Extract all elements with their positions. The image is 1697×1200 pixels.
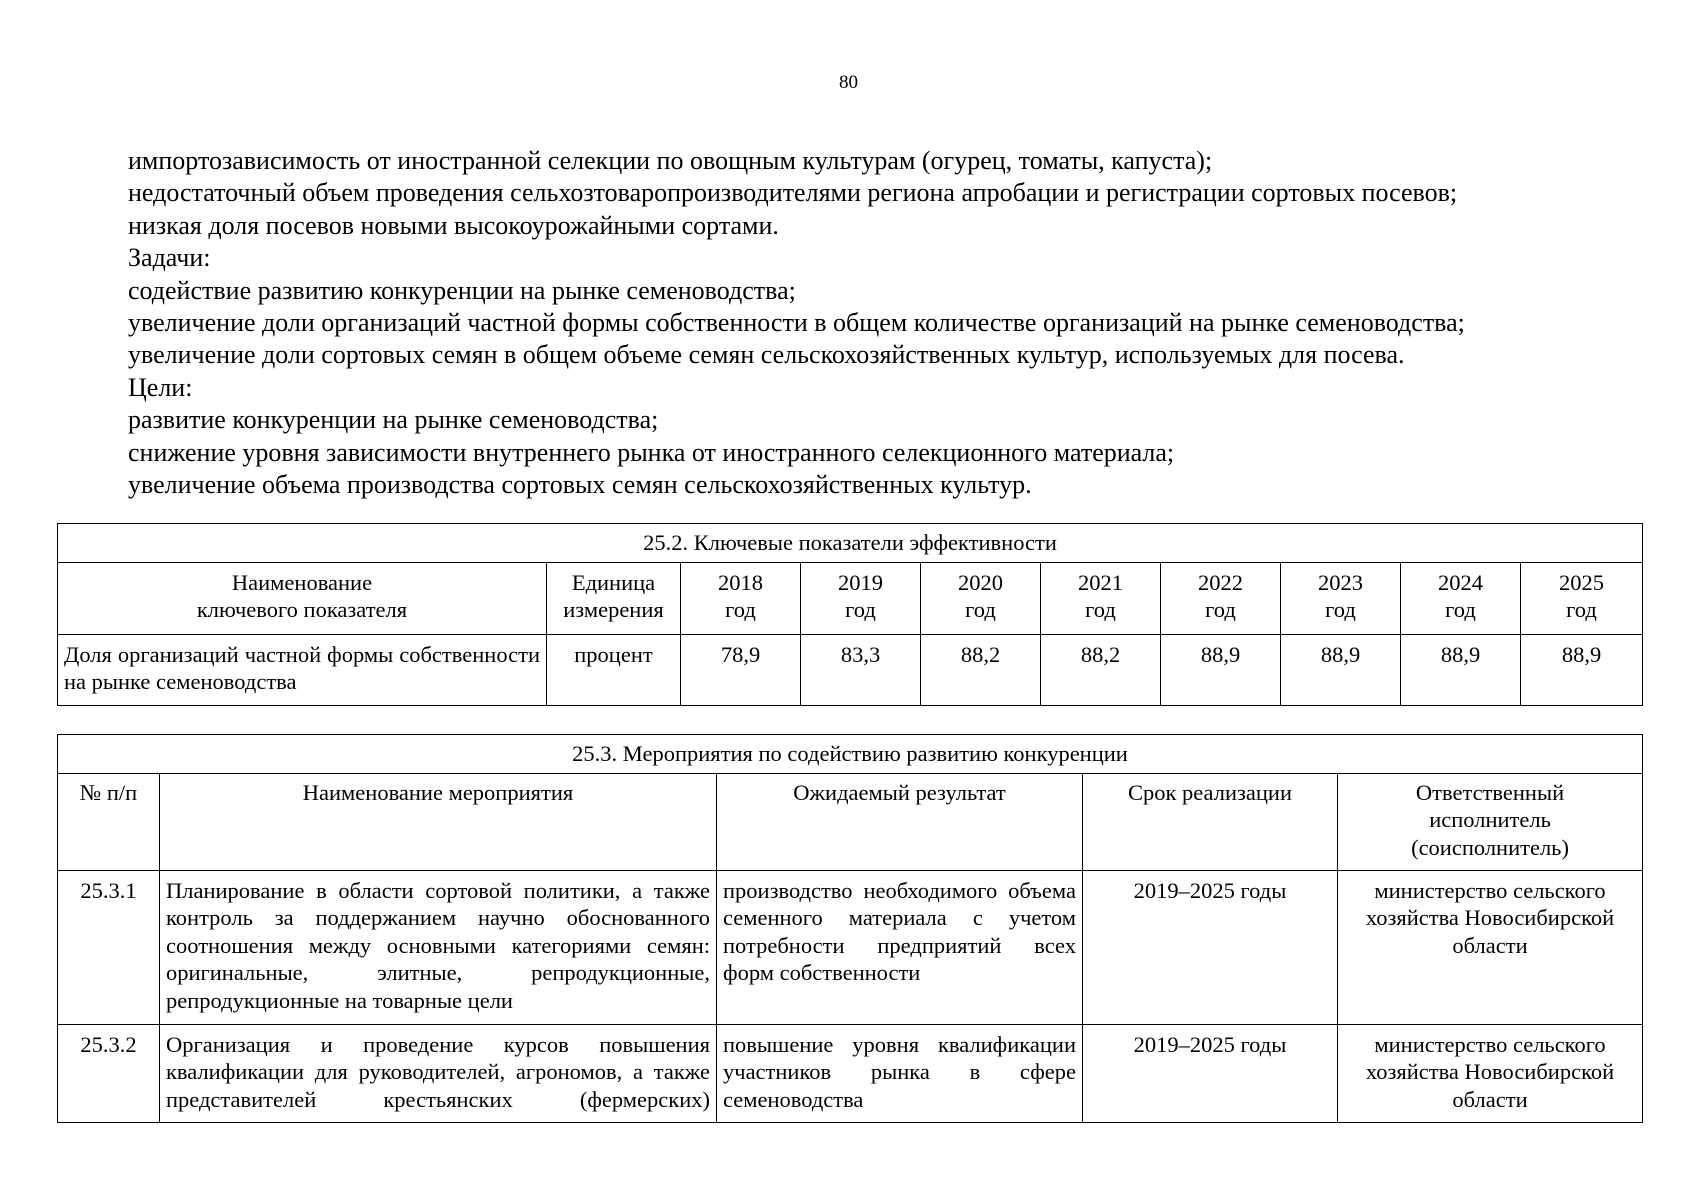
event-number: 25.3.1 — [58, 870, 160, 1024]
kpi-header-year: 2025 год — [1521, 562, 1643, 634]
intro-line: низкая доля посевов новыми высокоурожайными сортами. — [128, 210, 779, 240]
event-responsible: министерство сельского хозяйства Новосибирской области — [1338, 1024, 1643, 1122]
events-table-caption: 25.3. Мероприятия по содействию развитию конкуренции — [58, 735, 1643, 774]
table-row — [58, 870, 1643, 1024]
kpi-value: 88,9 — [1161, 634, 1281, 705]
kpi-value: 88,2 — [1041, 634, 1161, 705]
page-number: 80 — [839, 72, 858, 93]
kpi-header-year: 2023 год — [1281, 562, 1401, 634]
intro-line: увеличение доли организаций частной формы собственности в общем количестве организаций на рынке семеноводства; — [128, 308, 1465, 338]
kpi-table — [57, 523, 1643, 706]
intro-line: увеличение объема производства сортовых семян сельскохозяйственных культур. — [128, 470, 1032, 500]
kpi-header-year: 2022 год — [1161, 562, 1281, 634]
kpi-header-row — [58, 562, 1643, 634]
events-header-term: Срок реализации — [1083, 773, 1338, 870]
intro-line: содействие развитию конкуренции на рынке семеноводства; — [128, 275, 796, 305]
kpi-value: 88,9 — [1401, 634, 1521, 705]
kpi-header-name: Наименование ключевого показателя — [58, 562, 547, 634]
intro-line: Задачи: — [128, 243, 211, 273]
kpi-header-year: 2024 год — [1401, 562, 1521, 634]
kpi-value: 83,3 — [801, 634, 921, 705]
kpi-header-year: 2020 год — [921, 562, 1041, 634]
kpi-header-year: 2018 год — [681, 562, 801, 634]
events-header-responsible: Ответственный исполнитель (соисполнитель) — [1338, 773, 1643, 870]
event-number: 25.3.2 — [58, 1024, 160, 1122]
kpi-value: 88,2 — [921, 634, 1041, 705]
events-table — [57, 734, 1643, 1123]
intro-line: увеличение доли сортовых семян в общем объеме семян сельскохозяйственных культур, используемых для посева. — [128, 340, 1405, 370]
intro-line: Цели: — [128, 372, 193, 402]
kpi-table-caption: 25.2. Ключевые показатели эффективности — [58, 524, 1643, 563]
kpi-header-year: 2019 год — [801, 562, 921, 634]
intro-line: снижение уровня зависимости внутреннего рынка от иностранного селекционного материала; — [128, 437, 1175, 467]
kpi-value: 78,9 — [681, 634, 801, 705]
events-header-result: Ожидаемый результат — [717, 773, 1083, 870]
events-header-num: № п/п — [58, 773, 160, 870]
event-name: Планирование в области сортовой политики, а также контроль за поддержанием научно обоснованного соотношения между основными категориями семян: оригинальные, элитные, репродукционные, репродукционные на товарные цели — [160, 870, 717, 1024]
kpi-indicator-name: Доля организаций частной формы собственности на рынке семеноводства — [58, 634, 547, 705]
events-header-row — [58, 773, 1643, 870]
event-term: 2019–2025 годы — [1083, 1024, 1338, 1122]
kpi-indicator-unit: процент — [547, 634, 681, 705]
event-result: производство необходимого объема семенного материала с учетом потребности предприятий всех форм собственности — [717, 870, 1083, 1024]
events-header-name: Наименование мероприятия — [160, 773, 717, 870]
event-term: 2019–2025 годы — [1083, 870, 1338, 1024]
event-name: Организация и проведение курсов повышения квалификации для руководителей, агрономов, а также представителей крестьянских (фермерских) — [160, 1024, 717, 1122]
event-responsible: министерство сельского хозяйства Новосибирской области — [1338, 870, 1643, 1024]
intro-line: недостаточный объем проведения сельхозтоваропроизводителями региона апробации и регистрации сортовых посевов; — [128, 178, 1458, 208]
kpi-value: 88,9 — [1521, 634, 1643, 705]
intro-line: развитие конкуренции на рынке семеноводства; — [128, 405, 659, 435]
event-result: повышение уровня квалификации участников рынка в сфере семеноводства — [717, 1024, 1083, 1122]
intro-text — [128, 145, 1648, 501]
kpi-header-year: 2021 год — [1041, 562, 1161, 634]
kpi-header-unit: Единица измерения — [547, 562, 681, 634]
intro-line: импортозависимость от иностранной селекции по овощным культурам (огурец, томаты, капуста); — [128, 146, 1213, 175]
table-row — [58, 634, 1643, 705]
table-row — [58, 1024, 1643, 1122]
kpi-value: 88,9 — [1281, 634, 1401, 705]
